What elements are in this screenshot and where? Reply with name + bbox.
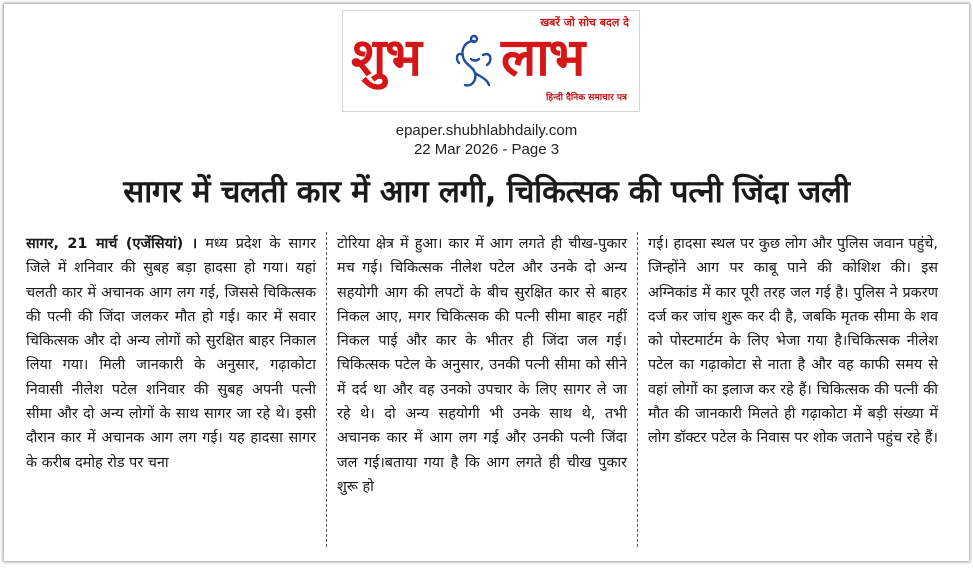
logo-word-shubh: शुभ [351,27,421,88]
column-1-text: मध्य प्रदेश के सागर जिले में शनिवार की सुबह बड़ा हादसा हो गया। यहां चलती कार में अचानक आग लग गई, जिससे चिकित्सक की पत्नी की जिंदा जलकर मौत हो गई। कार में सवार चिकित्सक और दो अन्य लोगों को सुरक्षित बाहर निकाल लिया गया। मिली जानकारी के अनुसार, गढ़ाकोटा निवासी नीलेश पटेल शनिवार की सुबह अपनी पत्नी सीमा और दो अन्य लोगों के साथ सागर जा रहे थे। इसी दौरान कार में अचानक आग लग गई। यह हादसा सागर के करीब दमोह रोड पर चना [26,236,316,471]
column-divider [326,232,328,547]
masthead-tagline: खबरें जो सोच बदल दे [540,16,629,29]
column-2-text: टोरिया क्षेत्र में हुआ। कार में आग लगते ही चीख-पुकार मच गई। चिकित्सक नीलेश पटेल और उनके दो अन्य सहयोगी आग की लपटों के बीच सुरक्षित कार से बाहर निकल आए, मगर चिकित्सक की पत्नी सीमा बाहर नहीं निकल पाई और कार के भीतर ही जिंदा जल गई।चिकित्सक पटेल के अनुसार, उनकी पत्नी सीमा को सीने में दर्द था और वह उनको उपचार के लिए सागर ले जा रहे थे। दो अन्य सहयोगी भी उनके साथ थे, तभी अचानक कार में आग लग गई और उनकी पत्नी जिंदा जल गई।बताया गया है कि आग लगते ही चीख पुकार शुरू हो [337,236,627,495]
article-column-2 [337,232,627,499]
column-divider [637,232,639,547]
ganesha-icon [451,33,497,91]
epaper-page [4,4,969,561]
source-url[interactable]: epaper.shubhlabhdaily.com [395,122,578,139]
logo-word-labh: लाभ [501,27,585,88]
source-date-page: 22 Mar 2026 - Page 3 [413,141,560,158]
article-headline: सागर में चलती कार में आग लगी, चिकित्सक की पत्नी जिंदा जली [123,174,850,210]
masthead-subline: हिन्दी दैनिक समाचार पत्र [545,93,627,103]
article-column-1 [26,232,316,475]
article-dateline: सागर, 21 मार्च (एजेंसियां) । [26,236,198,252]
column-3-text: गई। हादसा स्थल पर कुछ लोग और पुलिस जवान पहुंचे, जिन्होंने आग पर काबू पाने की कोशिश की। इस अग्निकांड में कार पूरी तरह जल गई है। पुलिस ने प्रकरण दर्ज कर जांच शुरू कर दी है, जबकि मृतक सीमा के शव को पोस्टमार्टम के लिए भेजा गया है।चिकित्सक नीलेश पटेल का गढ़ाकोटा से नाता है और वह काफी समय से वहां लोगों का इलाज कर रहे हैं। चिकित्सक की पत्नी की मौत की जानकारी मिलते ही गढ़ाकोटा में बड़ी संख्या में लोग डॉक्टर पटेल के निवास पर शोक जताने पहुंच रहे हैं। [648,236,938,447]
masthead [342,10,640,112]
article-body [26,232,956,552]
article-column-3 [648,232,938,451]
